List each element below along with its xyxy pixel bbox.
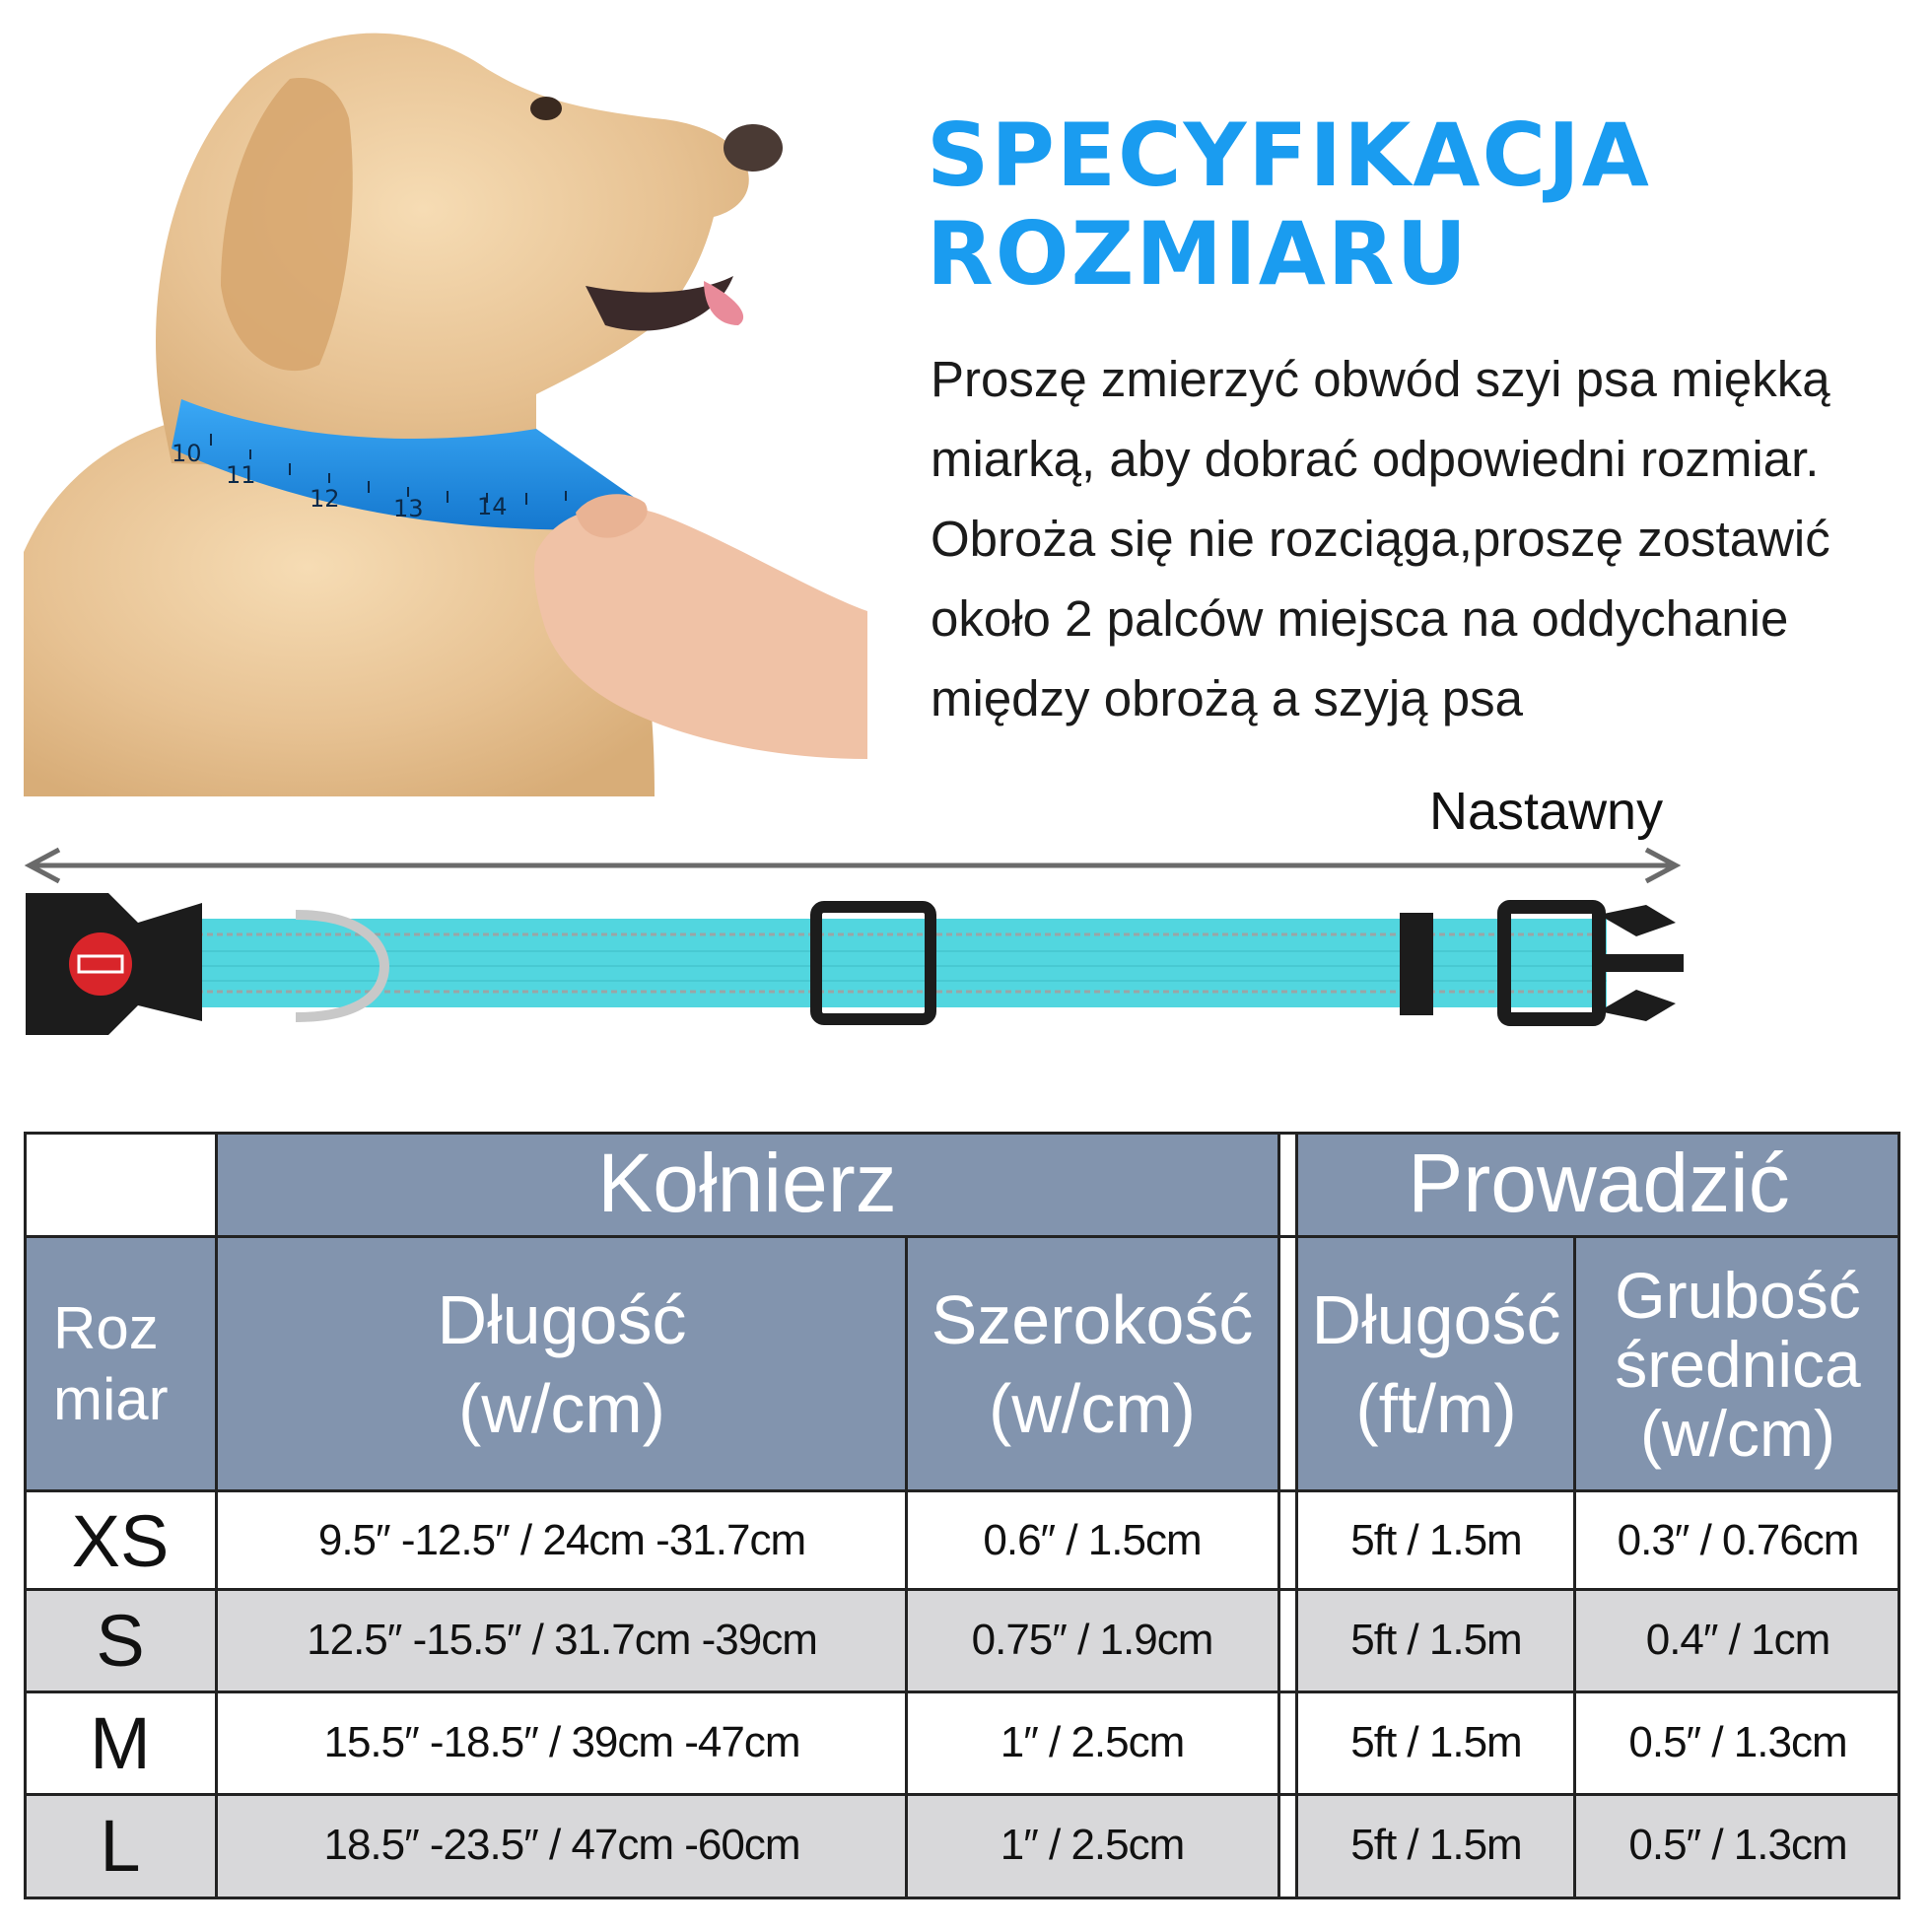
collar-group-header (217, 1132, 1277, 1235)
table-rule (215, 1132, 218, 1899)
thickness-column-header (1575, 1238, 1900, 1489)
instruction-line: około 2 palców miejsca na oddychanie (931, 590, 1789, 647)
thickness-header-line: średnica (1615, 1327, 1861, 1401)
strap-keeper (1400, 913, 1433, 1015)
tape-number: 10 (172, 440, 202, 467)
dog-eye (530, 97, 562, 120)
tape-number: 11 (226, 461, 256, 489)
table-rule (1573, 1235, 1576, 1899)
table-rule (905, 1235, 908, 1899)
length-header-line: (w/cm) (458, 1369, 665, 1447)
collar-group-label: Kołnierz (597, 1137, 897, 1229)
dog-measuring-photo (24, 0, 867, 796)
length-header-line: Długość (437, 1280, 687, 1358)
thickness-cell: 0.5″ / 1.3cm (1575, 1794, 1900, 1897)
collar-illustration (20, 828, 1695, 1045)
title-line-2: ROZMIARU (927, 203, 1470, 305)
leash-length-column-header (1297, 1238, 1575, 1489)
size-column-header (24, 1238, 217, 1489)
size-cell: M (24, 1691, 217, 1794)
leash-length-header-line: (ft/m) (1355, 1369, 1517, 1447)
size-header-line: miar (53, 1365, 169, 1432)
leash-length-cell: 5ft / 1.5m (1297, 1691, 1575, 1794)
size-cell: S (24, 1589, 217, 1691)
adjustable-label: Nastawny (1429, 782, 1664, 841)
table-rule (24, 1489, 1900, 1492)
size-cell: XS (24, 1492, 217, 1589)
leash-group-header (1297, 1132, 1900, 1235)
length-cell: 9.5″ -12.5″ / 24cm -31.7cm (217, 1492, 907, 1589)
table-rule (24, 1897, 1900, 1899)
width-cell: 0.75″ / 1.9cm (907, 1589, 1277, 1691)
instruction-line: miarką, aby dobrać odpowiedni rozmiar. (931, 431, 1820, 487)
table-rule (24, 1793, 1900, 1796)
table-rule (24, 1588, 1900, 1591)
leash-length-cell: 5ft / 1.5m (1297, 1794, 1575, 1897)
size-cell: L (24, 1794, 217, 1897)
adjust-arrow (30, 850, 1676, 881)
width-cell: 0.6″ / 1.5cm (907, 1492, 1277, 1589)
width-header-line: (w/cm) (989, 1369, 1196, 1447)
thickness-header-line: (w/cm) (1640, 1396, 1835, 1470)
table-rule (1277, 1132, 1280, 1899)
measurement-instructions (931, 339, 1926, 738)
tape-number: 13 (393, 495, 424, 522)
size-header-line: Roz (53, 1294, 159, 1361)
leash-length-header-line: Długość (1311, 1280, 1561, 1358)
length-cell: 12.5″ -15.5″ / 31.7cm -39cm (217, 1589, 907, 1691)
tape-number: 12 (310, 485, 340, 513)
width-cell: 1″ / 2.5cm (907, 1794, 1277, 1897)
dog-nose (724, 124, 783, 172)
size-table (24, 1132, 1900, 1900)
table-rule (1898, 1132, 1900, 1899)
length-cell: 15.5″ -18.5″ / 39cm -47cm (217, 1691, 907, 1794)
table-rule (24, 1690, 1900, 1693)
table-rule (1295, 1132, 1298, 1899)
table-rule (24, 1235, 1900, 1238)
leash-length-cell: 5ft / 1.5m (1297, 1492, 1575, 1589)
table-rule (24, 1132, 27, 1899)
thickness-cell: 0.5″ / 1.3cm (1575, 1691, 1900, 1794)
page-title (927, 106, 1912, 304)
thickness-header-line: Grubość (1615, 1258, 1861, 1332)
instruction-line: Obroża się nie rozciąga,proszę zostawić (931, 511, 1830, 567)
leash-group-label: Prowadzić (1408, 1137, 1790, 1229)
length-column-header (217, 1238, 907, 1489)
instruction-line: między obrożą a szyją psa (931, 670, 1523, 726)
title-line-1: SPECYFIKACJA (927, 104, 1651, 206)
width-header-line: Szerokość (931, 1280, 1254, 1358)
width-column-header (907, 1238, 1277, 1489)
length-cell: 18.5″ -23.5″ / 47cm -60cm (217, 1794, 907, 1897)
table-rule (24, 1132, 1900, 1135)
thickness-cell: 0.4″ / 1cm (1575, 1589, 1900, 1691)
tape-number: 14 (477, 493, 508, 520)
instruction-line: Proszę zmierzyć obwód szyi psa miękką (931, 351, 1830, 407)
leash-length-cell: 5ft / 1.5m (1297, 1589, 1575, 1691)
width-cell: 1″ / 2.5cm (907, 1691, 1277, 1794)
thickness-cell: 0.3″ / 0.76cm (1575, 1492, 1900, 1589)
